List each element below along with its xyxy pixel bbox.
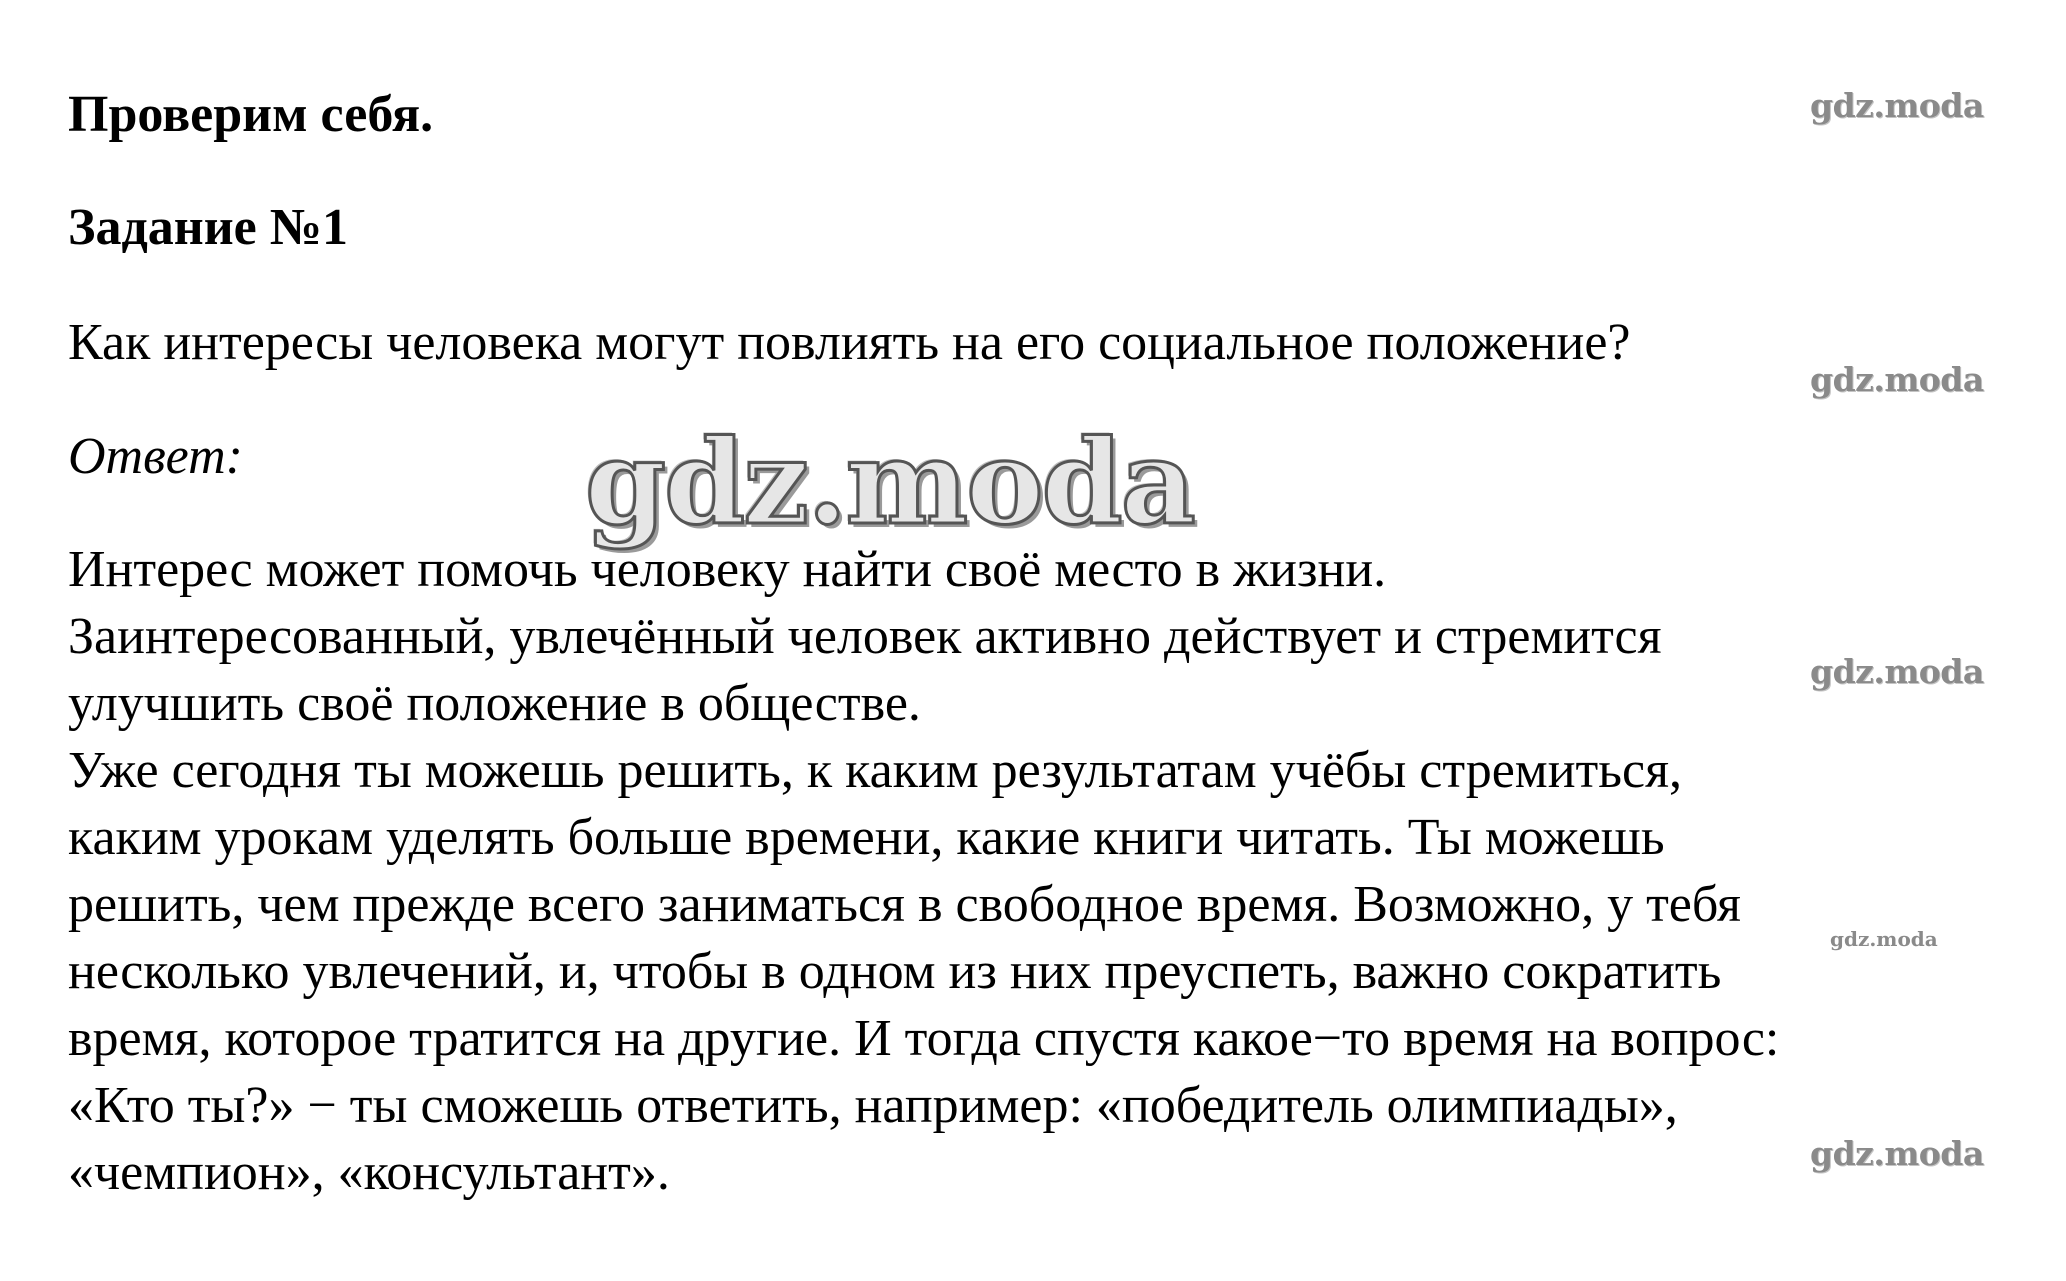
question-text: Как интересы человека могут повлиять на его социальное положение? bbox=[68, 314, 1631, 371]
watermark-tiny: gdz.moda bbox=[1830, 927, 1938, 951]
watermark-small: gdz.moda bbox=[1810, 360, 1984, 399]
watermark-large: gdz.moda bbox=[585, 415, 1194, 551]
watermark-small: gdz.moda bbox=[1810, 652, 1984, 691]
answer-line: Уже сегодня ты можешь решить, к каким результатам учёбы стремиться, bbox=[68, 742, 1682, 799]
answer-line: «Кто ты?» − ты сможешь ответить, например: «победитель олимпиады», bbox=[68, 1077, 1678, 1134]
watermark-small: gdz.moda bbox=[1810, 1134, 1984, 1173]
answer-line: Интерес может помочь человеку найти своё место в жизни. bbox=[68, 541, 1387, 598]
answer-line: улучшить своё положение в обществе. bbox=[68, 675, 921, 732]
watermark-small: gdz.moda bbox=[1810, 86, 1984, 125]
answer-line: решить, чем прежде всего заниматься в свободное время. Возможно, у тебя bbox=[68, 876, 1741, 933]
answer-label: Ответ: bbox=[68, 428, 243, 485]
answer-body bbox=[68, 536, 2048, 1206]
answer-line: «чемпион», «консультант». bbox=[68, 1144, 670, 1201]
answer-line: несколько увлечений, и, чтобы в одном из них преуспеть, важно сократить bbox=[68, 943, 1722, 1000]
answer-line: каким урокам уделять больше времени, какие книги читать. Ты можешь bbox=[68, 809, 1665, 866]
answer-line: Заинтересованный, увлечённый человек активно действует и стремится bbox=[68, 608, 1662, 665]
task-heading: Задание №1 bbox=[68, 199, 349, 256]
section-title: Проверим себя. bbox=[68, 86, 434, 143]
answer-line: время, которое тратится на другие. И тогда спустя какое−то время на вопрос: bbox=[68, 1010, 1780, 1067]
